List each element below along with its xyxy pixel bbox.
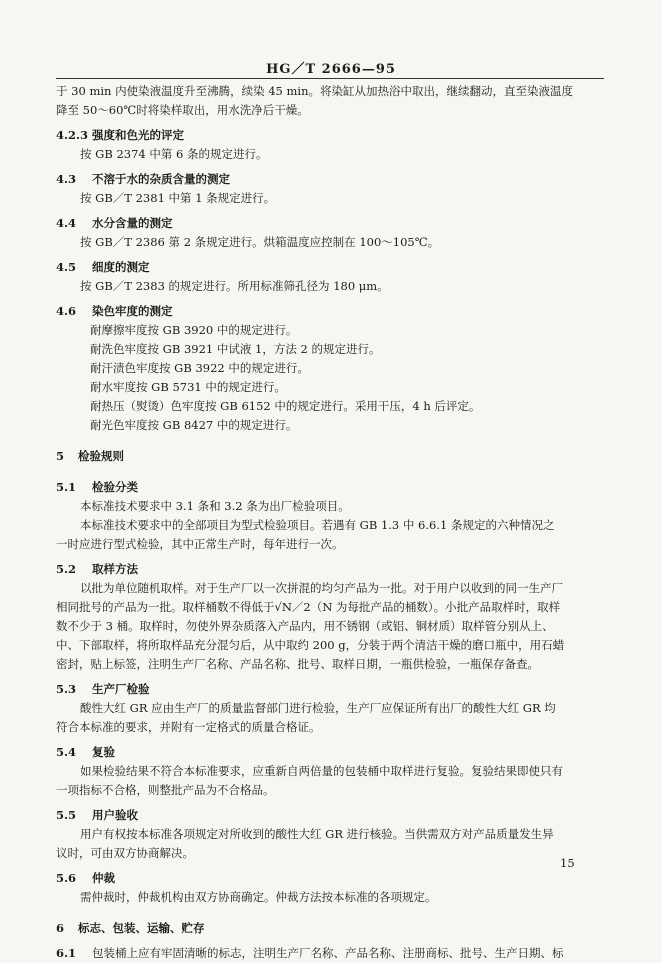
section-number: 5.4 [56,745,77,759]
body-line: 中、下部取样，将所取样品充分混匀后，从中取约 200 g，分装于两个清洁干燥的磨口瓶中，用石蜡 [56,638,565,652]
section-title: 强度和色光的评定 [92,128,184,142]
body-line: 耐光色牢度按 GB 8427 中的规定进行。 [90,418,298,432]
section-heading-5-4 [56,743,604,762]
section-heading-4-2-3 [56,126,604,145]
body-line: 以批为单位随机取样。对于生产厂以一次拼混的均匀产品为一批。对于用户以收到的同一生产厂 [80,581,563,595]
section-number: 4.2.3 [56,128,89,142]
section-title: 仲裁 [92,871,115,885]
section-number: 5.5 [56,808,77,822]
body-line: 耐汗渍色牢度按 GB 3922 中的规定进行。 [90,361,309,375]
section-title: 检验分类 [92,480,138,494]
section-title: 不溶于水的杂质含量的测定 [92,172,230,186]
body-line: 符合本标准的要求，并附有一定格式的质量合格证。 [56,720,321,734]
section-6-1-line [56,944,604,963]
section-title: 用户验收 [92,808,138,822]
body-line: 用户有权按本标准各项规定对所收到的酸性大红 GR 进行核验。当供需双方对产品质量发生异 [80,827,554,841]
section-number: 4.6 [56,304,77,318]
section-title: 复验 [92,745,115,759]
section-heading-4-4 [56,214,604,233]
section-number: 5.2 [56,562,77,576]
body-line: 耐洗色牢度按 GB 3921 中试液 1，方法 2 的规定进行。 [90,342,381,356]
section-heading-4-3 [56,170,604,189]
section-number: 5.6 [56,871,77,885]
section-title: 标志、包装、运输、贮存 [78,921,205,935]
body-line: 一时应进行型式检验，其中正常生产时，每年进行一次。 [56,537,344,551]
standard-code-header: HG／T 2666—95 [266,62,396,77]
section-heading-5-6 [56,869,604,888]
section-number: 5.3 [56,682,77,696]
section-number: 5.1 [56,480,77,494]
section-number: 4.4 [56,216,77,230]
body-line: 本标准技术要求中 3.1 条和 3.2 条为出厂检验项目。 [80,499,350,513]
section-heading-5 [56,447,604,466]
body-line: 按 GB 2374 中第 6 条的规定进行。 [80,147,268,161]
section-number: 4.5 [56,260,77,274]
body-line: 密封，贴上标签，注明生产厂名称、产品名称、批号、取样日期，一瓶供检验，一瓶保存备查。 [56,657,539,671]
body-line: 耐摩擦牢度按 GB 3920 中的规定进行。 [90,323,298,337]
body-line: 于 30 min 内使染液温度升至沸腾，续染 45 min。将染缸从加热浴中取出，继续翻动，直至染液温度 [56,84,574,98]
body-line: 需仲裁时，仲裁机构由双方协商确定。仲裁方法按本标准的各项规定。 [80,890,437,904]
body-line: 按 GB／T 2383 的规定进行。所用标准筛孔径为 180 μm。 [80,279,389,293]
section-heading-4-6 [56,302,604,321]
body-line: 耐热压（熨烫）色牢度按 GB 6152 中的规定进行。采用干压，4 h 后评定。 [90,399,481,413]
body-line: 如果检验结果不符合本标准要求，应重新自两倍量的包装桶中取样进行复验。复验结果即使只有 [80,764,563,778]
header-rule [56,78,604,79]
body-line: 议时，可由双方协商解决。 [56,846,194,860]
section-heading-5-2 [56,560,604,579]
section-number: 6.1 [56,946,77,960]
body-line: 耐水牢度按 GB 5731 中的规定进行。 [90,380,286,394]
body-line: 一项指标不合格，则整批产品为不合格品。 [56,783,275,797]
body-line: 酸性大红 GR 应由生产厂的质量监督部门进行检验，生产厂应保证所有出厂的酸性大红 GR 均 [80,701,556,715]
section-number: 5 [56,449,65,463]
section-number: 4.3 [56,172,77,186]
body-line: 降至 50～60℃时将染样取出，用水洗净后干燥。 [56,103,309,117]
document-body [56,82,604,963]
body-line: 数不少于 3 桶。取样时，勿使外界杂质落入产品内，用不锈钢（或铝、铜材质）取样管分别从上、 [56,619,554,633]
body-line: 相同批号的产品为一批。取样桶数不得低于√N／2（N 为每批产品的桶数）。小批产品取样时，取样 [56,600,561,614]
page-number: 15 [560,856,575,870]
body-line: 包装桶上应有牢固清晰的标志，注明生产厂名称、产品名称、注册商标、批号、生产日期、标 [92,946,564,960]
section-heading-4-5 [56,258,604,277]
section-number: 6 [56,921,65,935]
body-line: 按 GB／T 2381 中第 1 条规定进行。 [80,191,276,205]
section-title: 染色牢度的测定 [92,304,173,318]
section-title: 水分含量的测定 [92,216,173,230]
section-heading-5-3 [56,680,604,699]
section-heading-6 [56,919,604,938]
section-heading-5-1 [56,478,604,497]
body-line: 本标准技术要求中的全部项目为型式检验项目。若遇有 GB 1.3 中 6.6.1 条规定的六种情况之 [80,518,555,532]
section-heading-5-5 [56,806,604,825]
section-title: 细度的测定 [92,260,150,274]
body-line: 按 GB／T 2386 第 2 条规定进行。烘箱温度应控制在 100～105℃。 [80,235,440,249]
section-title: 检验规则 [78,449,124,463]
section-title: 生产厂检验 [92,682,150,696]
section-title: 取样方法 [92,562,138,576]
